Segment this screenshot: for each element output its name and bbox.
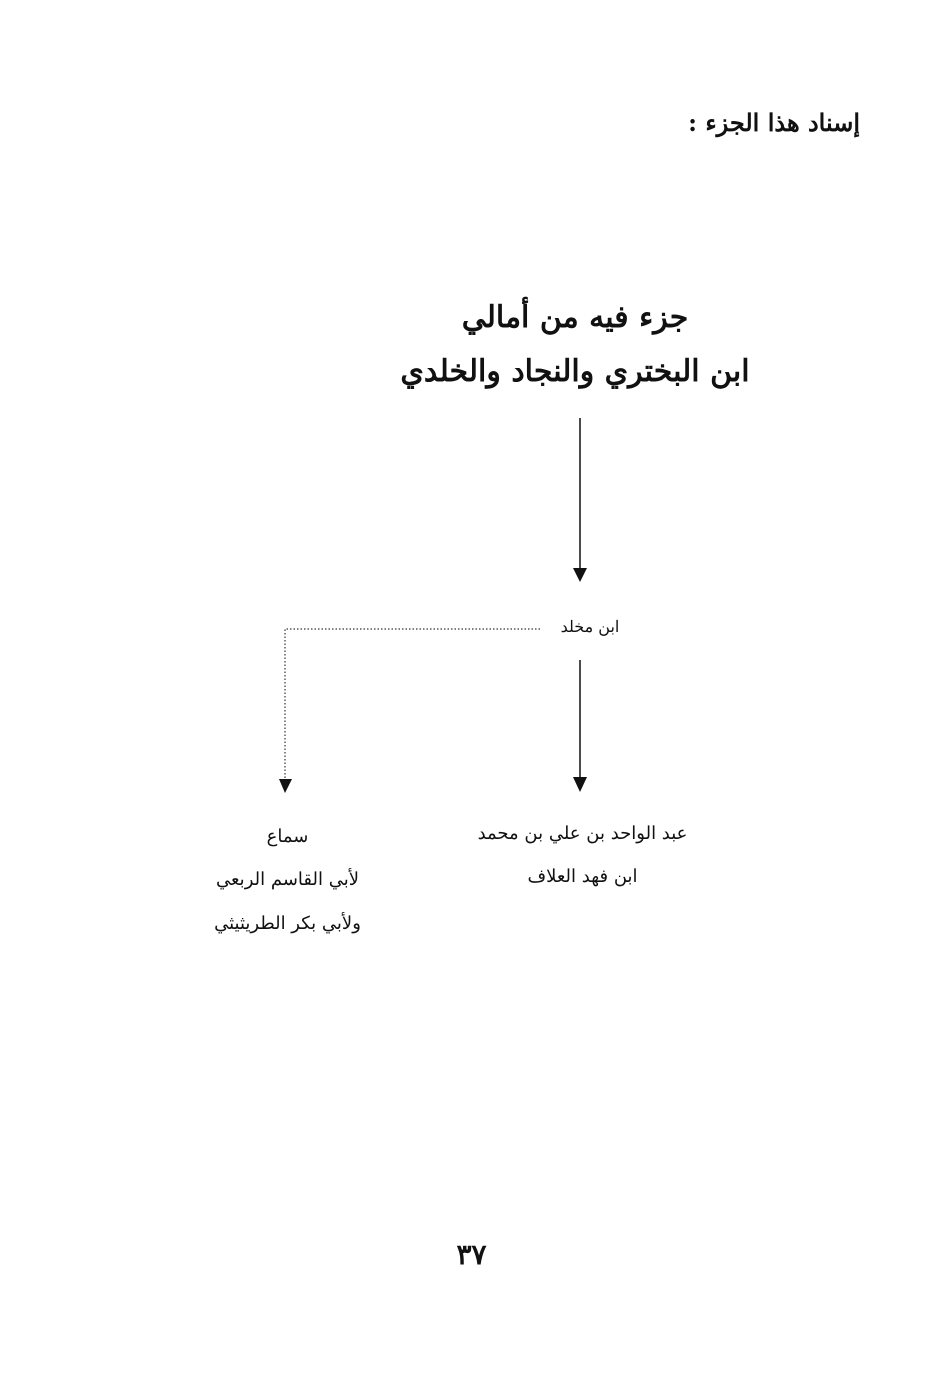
arrowhead-middle (573, 568, 587, 582)
dotted-connector-left (285, 629, 540, 778)
page-number: ٣٧ (456, 1238, 487, 1271)
arrowhead-right (573, 777, 587, 792)
right-branch-line-1: عبد الواحد بن علي بن محمد (477, 823, 688, 844)
book-title-line-1: جزء فيه من أمالي (461, 300, 689, 335)
book-title-line-2: ابن البختري والنجاد والخلدي (400, 354, 750, 389)
section-heading: إسناد هذا الجزء : (688, 108, 860, 137)
node-ibn-makhlad: ابن مخلد (560, 617, 620, 636)
right-branch-line-2: ابن فهد العلاف (527, 866, 638, 887)
left-branch-line-3: ولأبي بكر الطريثيثي (214, 913, 361, 934)
left-branch-line-2: لأبي القاسم الربعي (216, 869, 359, 890)
left-branch-line-1: سماع (266, 826, 309, 847)
arrowhead-left (279, 779, 292, 793)
